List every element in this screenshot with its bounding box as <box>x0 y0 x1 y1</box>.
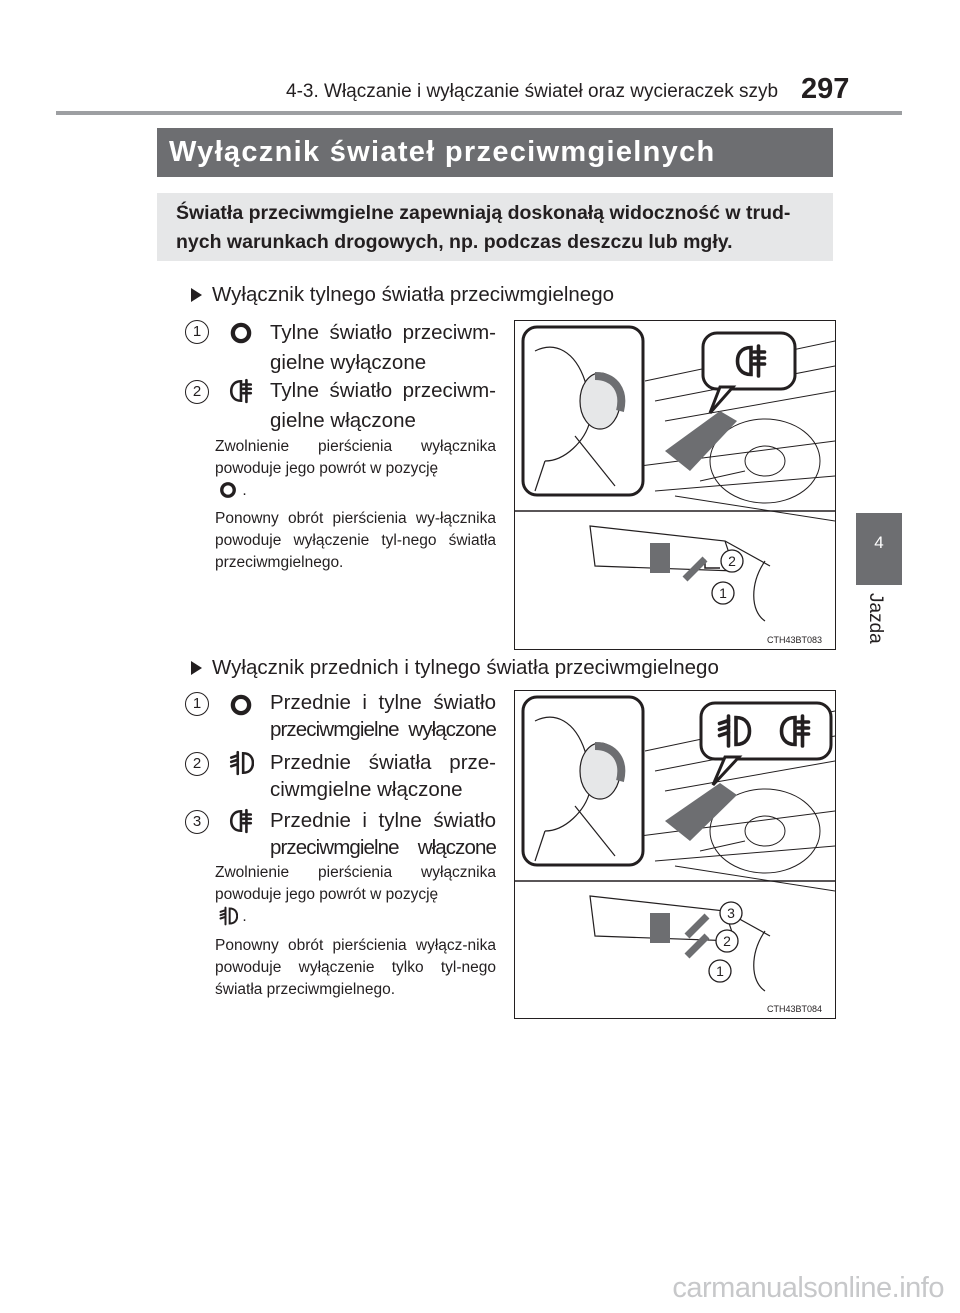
rear-fog-off-icon <box>218 480 238 500</box>
bullet-triangle-icon <box>191 288 202 302</box>
rear-fog-light-icon <box>228 808 254 834</box>
front-figure-callout-1: 1 <box>716 963 724 979</box>
front-fog-light-icon <box>218 906 238 926</box>
front-item-1-text-line2: przeciwmgielne wyłączone <box>270 718 496 741</box>
rear-figure-callout-2: 2 <box>728 553 736 569</box>
rear-figure-callout-1: 1 <box>719 585 727 601</box>
rear-fog-light-icon <box>228 378 254 404</box>
front-item-2-number: 2 <box>185 752 209 776</box>
front-note-return: Zwolnienie pierścienia wyłącznika powoduje jego powrót w pozycję . <box>215 864 496 925</box>
header-section-path: 4-3. Włączanie i wyłączanie świateł oraz wycieraczek szyb <box>286 81 779 102</box>
front-item-2-text-line2: ciwmgielne włączone <box>270 778 463 801</box>
front-rear-switch-figure <box>514 690 836 1019</box>
rear-switch-illustration <box>515 321 835 649</box>
rear-item-2-number: 2 <box>185 380 209 404</box>
front-rear-switch-heading: Wyłącznik przednich i tylnego światła przeciwmgielnego <box>191 656 719 680</box>
intro-box: Światła przeciwmgielne zapewniają doskonałą widoczność w trud-nych warunkach drogowych, np. podczas deszczu lub mgły. <box>157 193 833 261</box>
header-divider <box>56 111 902 115</box>
fog-off-icon <box>228 692 254 718</box>
rear-item-2-text: Tylne światło przeciwm-gielne włączone <box>270 379 496 432</box>
front-figure-callout-2: 2 <box>723 933 731 949</box>
rear-switch-figure <box>514 320 836 650</box>
bullet-triangle-icon <box>191 661 202 675</box>
front-item-3-number: 3 <box>185 810 209 834</box>
rear-fog-off-icon <box>228 320 254 346</box>
front-item-3-text-line1: Przednie i tylne światło <box>270 809 496 832</box>
rear-switch-heading: Wyłącznik tylnego światła przeciwmgielnego <box>191 283 614 307</box>
front-item-1-number: 1 <box>185 692 209 716</box>
page-number: 297 <box>801 73 850 105</box>
rear-note-second-turn: Ponowny obrót pierścienia wy-łącznika powoduje wyłączenie tyl-nego światła przeciwmgielnego. <box>215 510 496 571</box>
chapter-label-text: Jazda <box>865 593 886 644</box>
rear-item-1-number: 1 <box>185 320 209 344</box>
front-item-2-text-line1: Przednie światła prze- <box>270 751 496 774</box>
front-fog-light-icon <box>228 750 254 776</box>
rear-item-1-text: Tylne światło przeciwm-gielne wyłączone <box>270 321 496 374</box>
chapter-label <box>862 593 884 653</box>
rear-figure-code: CTH43BT083 <box>767 635 823 645</box>
section-title: Wyłącznik świateł przeciwmgielnych <box>157 128 833 177</box>
watermark: carmanualsonline.info <box>672 1272 944 1304</box>
front-note-second-turn: Ponowny obrót pierścienia wyłącz-nika powoduje wyłączenie tylko tyl-nego światła przeciwmgielnego. <box>215 937 496 998</box>
front-item-1-text-line1: Przednie i tylne światło <box>270 691 496 714</box>
front-figure-callout-3: 3 <box>727 905 735 921</box>
front-item-3-text-line2: przeciwmgielne włączone <box>270 836 496 859</box>
front-figure-code: CTH43BT084 <box>767 1004 823 1014</box>
chapter-number: 4 <box>874 533 884 552</box>
rear-note-return: Zwolnienie pierścienia wyłącznika powoduje jego powrót w pozycję . <box>215 438 496 499</box>
front-rear-switch-illustration <box>515 691 835 1018</box>
